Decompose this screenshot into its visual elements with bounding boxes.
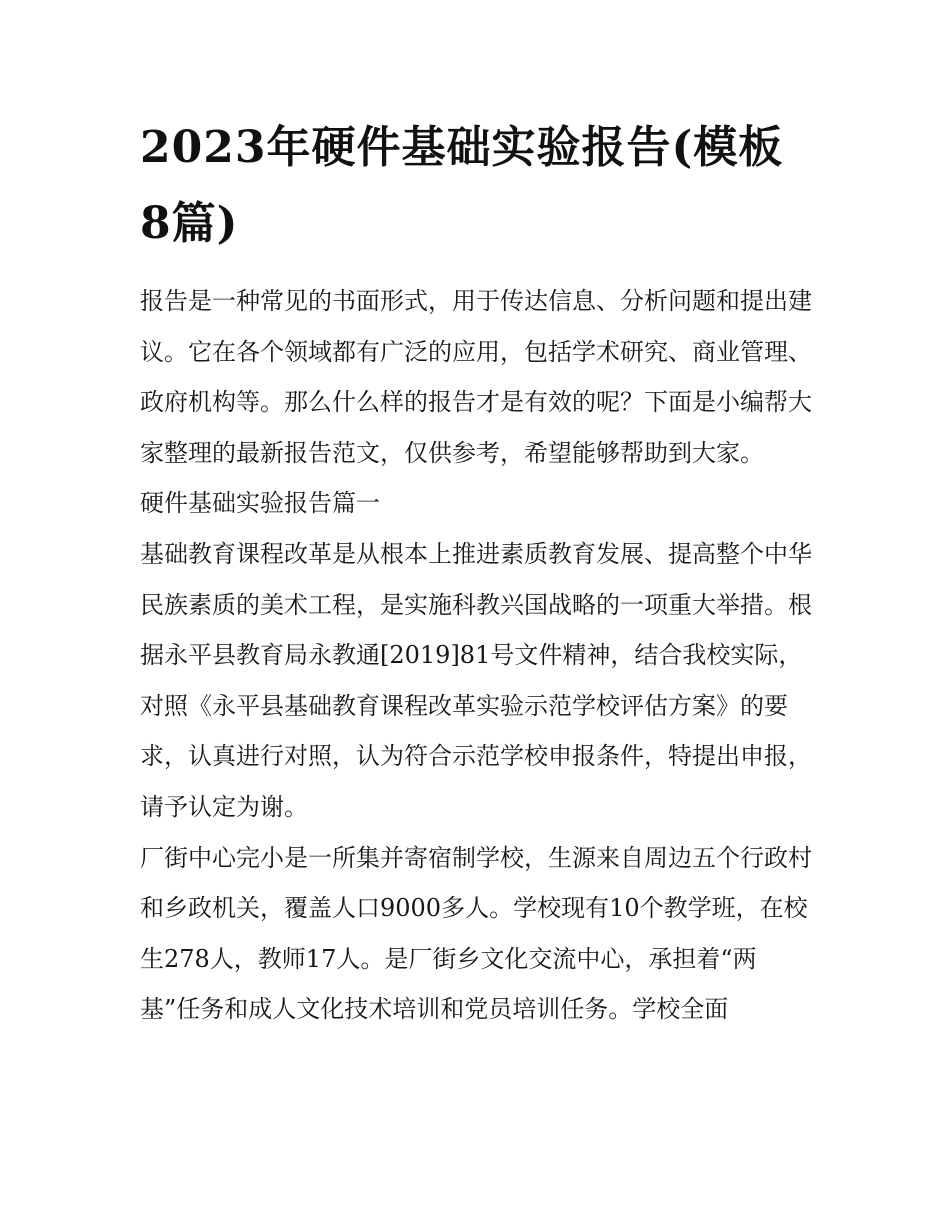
body-paragraph: 基础教育课程改革是从根本上推进素质教育发展、提高整个中华民族素质的美术工程，是实施科教兴国战略的一项重大举措。根据永平县教育局永教通[2019]81号文件精神，结合我校实际，对照《永平县基础教育课程改革实验示范学校评估方案》的要求，认真进行对照，认为符合示范学校申报条件，特提出申报，请予认定为谢。 — [140, 539, 812, 821]
section-heading: 硬件基础实验报告篇一 — [140, 489, 380, 518]
document-title: 2023年硬件基础实验报告(模板8篇) — [140, 122, 784, 249]
body-paragraph: 厂街中心完小是一所集并寄宿制学校，生源来自周边五个行政村和乡政机关，覆盖人口9000多人。学校现有10个教学班，在校生278人，教师17人。是厂街乡文化交流中心，承担着“两基”任务和成人文化技术培训和党员培训任务。学校全面 — [140, 843, 812, 1024]
document-body — [140, 276, 812, 1035]
intro-paragraph: 报告是一种常见的书面形式，用于传达信息、分析问题和提出建议。它在各个领域都有广泛的应用，包括学术研究、商业管理、政府机构等。那么什么样的报告才是有效的呢？下面是小编帮大家整理的最新报告范文，仅供参考，希望能够帮助到大家。 — [140, 287, 812, 467]
